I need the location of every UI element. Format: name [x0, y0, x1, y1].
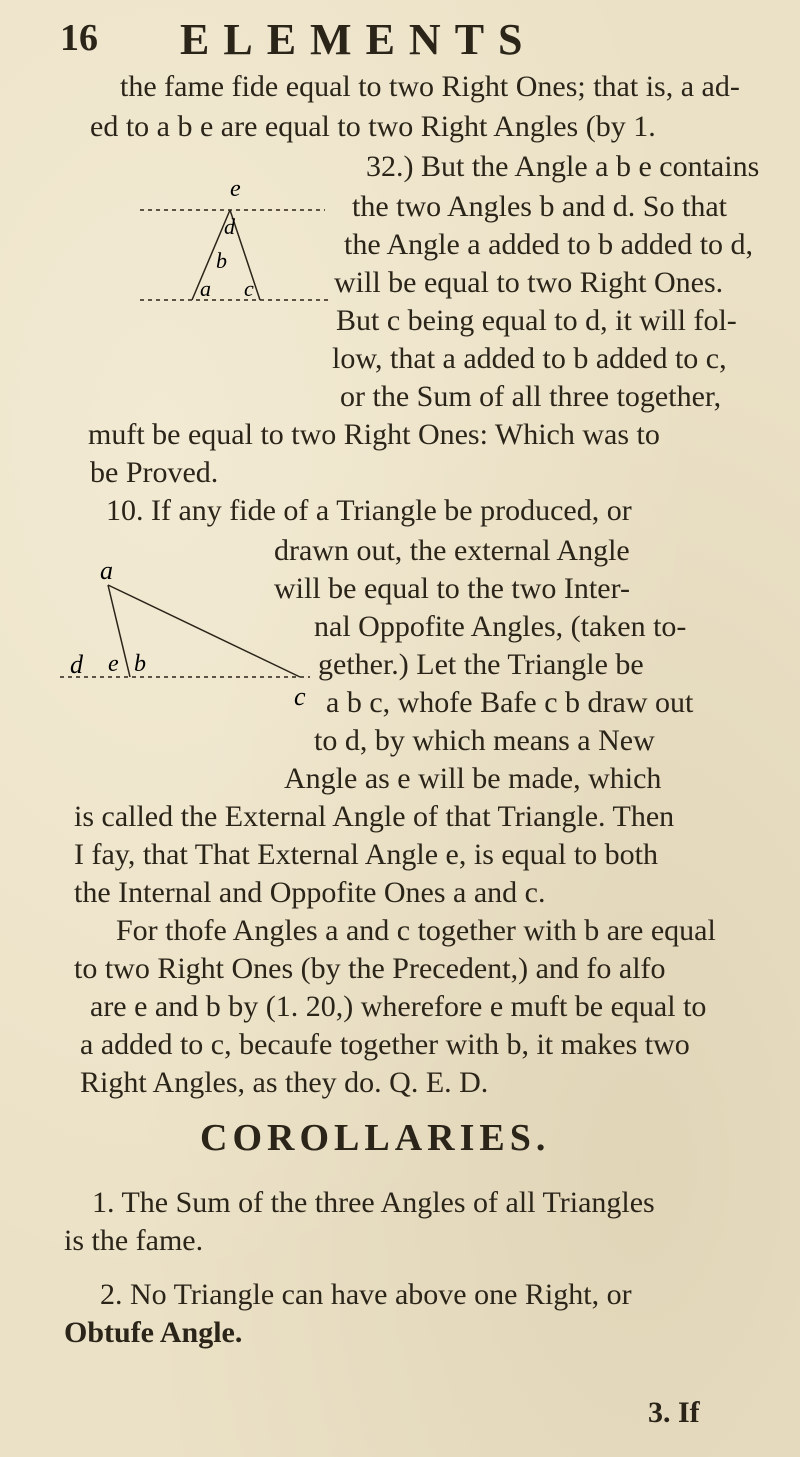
- catchword: 3. If: [648, 1396, 700, 1429]
- text-line: Obtufe Angle.: [64, 1316, 243, 1349]
- text-line: Angle as e will be made, which: [284, 762, 662, 795]
- text-line: nal Oppofite Angles, (taken to-: [314, 610, 687, 643]
- figure-label: c: [244, 276, 254, 301]
- text-line: 10. If any fide of a Triangle be produced, or: [106, 494, 632, 527]
- running-head: ELEMENTS: [180, 15, 537, 64]
- text-line: gether.) Let the Triangle be: [318, 648, 644, 681]
- figure-label: a: [100, 556, 113, 585]
- section-heading: COROLLARIES.: [200, 1117, 551, 1159]
- figure-label: e: [108, 651, 119, 677]
- text-line: 2. No Triangle can have above one Right, or: [100, 1278, 632, 1311]
- text-line: I fay, that That External Angle e, is equal to both: [74, 838, 659, 871]
- text-line: low, that a added to b added to c,: [332, 342, 727, 375]
- text-line: the Angle a added to b added to d,: [344, 228, 754, 261]
- figure-label: c: [294, 682, 306, 711]
- text-line: a b c, whofe Bafe c b draw out: [326, 686, 694, 719]
- figure-label: e: [230, 176, 241, 202]
- figure-label: b: [134, 651, 146, 677]
- text-line: drawn out, the external Angle: [274, 534, 630, 567]
- text-line: the two Angles b and d. So that: [352, 190, 727, 223]
- figure-triangle-2: [60, 545, 320, 720]
- text-line: Right Angles, as they do. Q. E. D.: [80, 1066, 489, 1099]
- text-line: a added to c, becaufe together with b, it makes two: [80, 1028, 690, 1061]
- text-line: is called the External Angle of that Triangle. Then: [74, 800, 675, 833]
- text-line: will be equal to two Right Ones.: [334, 266, 724, 299]
- text-line: or the Sum of all three together,: [340, 380, 722, 413]
- text-line: be Proved.: [90, 456, 219, 489]
- text-line: is the fame.: [64, 1224, 204, 1257]
- page-header: [60, 14, 780, 62]
- text-line: will be equal to the two Inter-: [274, 572, 630, 605]
- text-line: ed to a b e are equal to two Right Angles (by 1.: [90, 110, 656, 143]
- text-line: For thofe Angles a and c together with b are equal: [116, 914, 716, 947]
- figure-label: d: [224, 214, 235, 239]
- figure-label: a: [200, 276, 211, 301]
- page-number: 16: [60, 17, 98, 59]
- figure-label: b: [216, 248, 227, 273]
- text-line: muft be equal to two Right Ones: Which was to: [88, 418, 660, 451]
- text-line: the fame fide equal to two Right Ones; that is, a ad-: [120, 70, 740, 103]
- text-line: 32.) But the Angle a b e contains: [366, 150, 760, 183]
- figure-triangle-1: [120, 150, 340, 325]
- text-line: But c being equal to d, it will fol-: [336, 304, 737, 337]
- text-line: 1. The Sum of the three Angles of all Triangles: [92, 1186, 655, 1219]
- text-line: the Internal and Oppofite Ones a and c.: [74, 876, 546, 909]
- text-line: to two Right Ones (by the Precedent,) and fo alfo: [74, 952, 666, 985]
- figure-label: d: [70, 650, 83, 679]
- text-line: are e and b by (1. 20,) wherefore e muft be equal to: [90, 990, 707, 1023]
- text-line: to d, by which means a New: [314, 724, 655, 757]
